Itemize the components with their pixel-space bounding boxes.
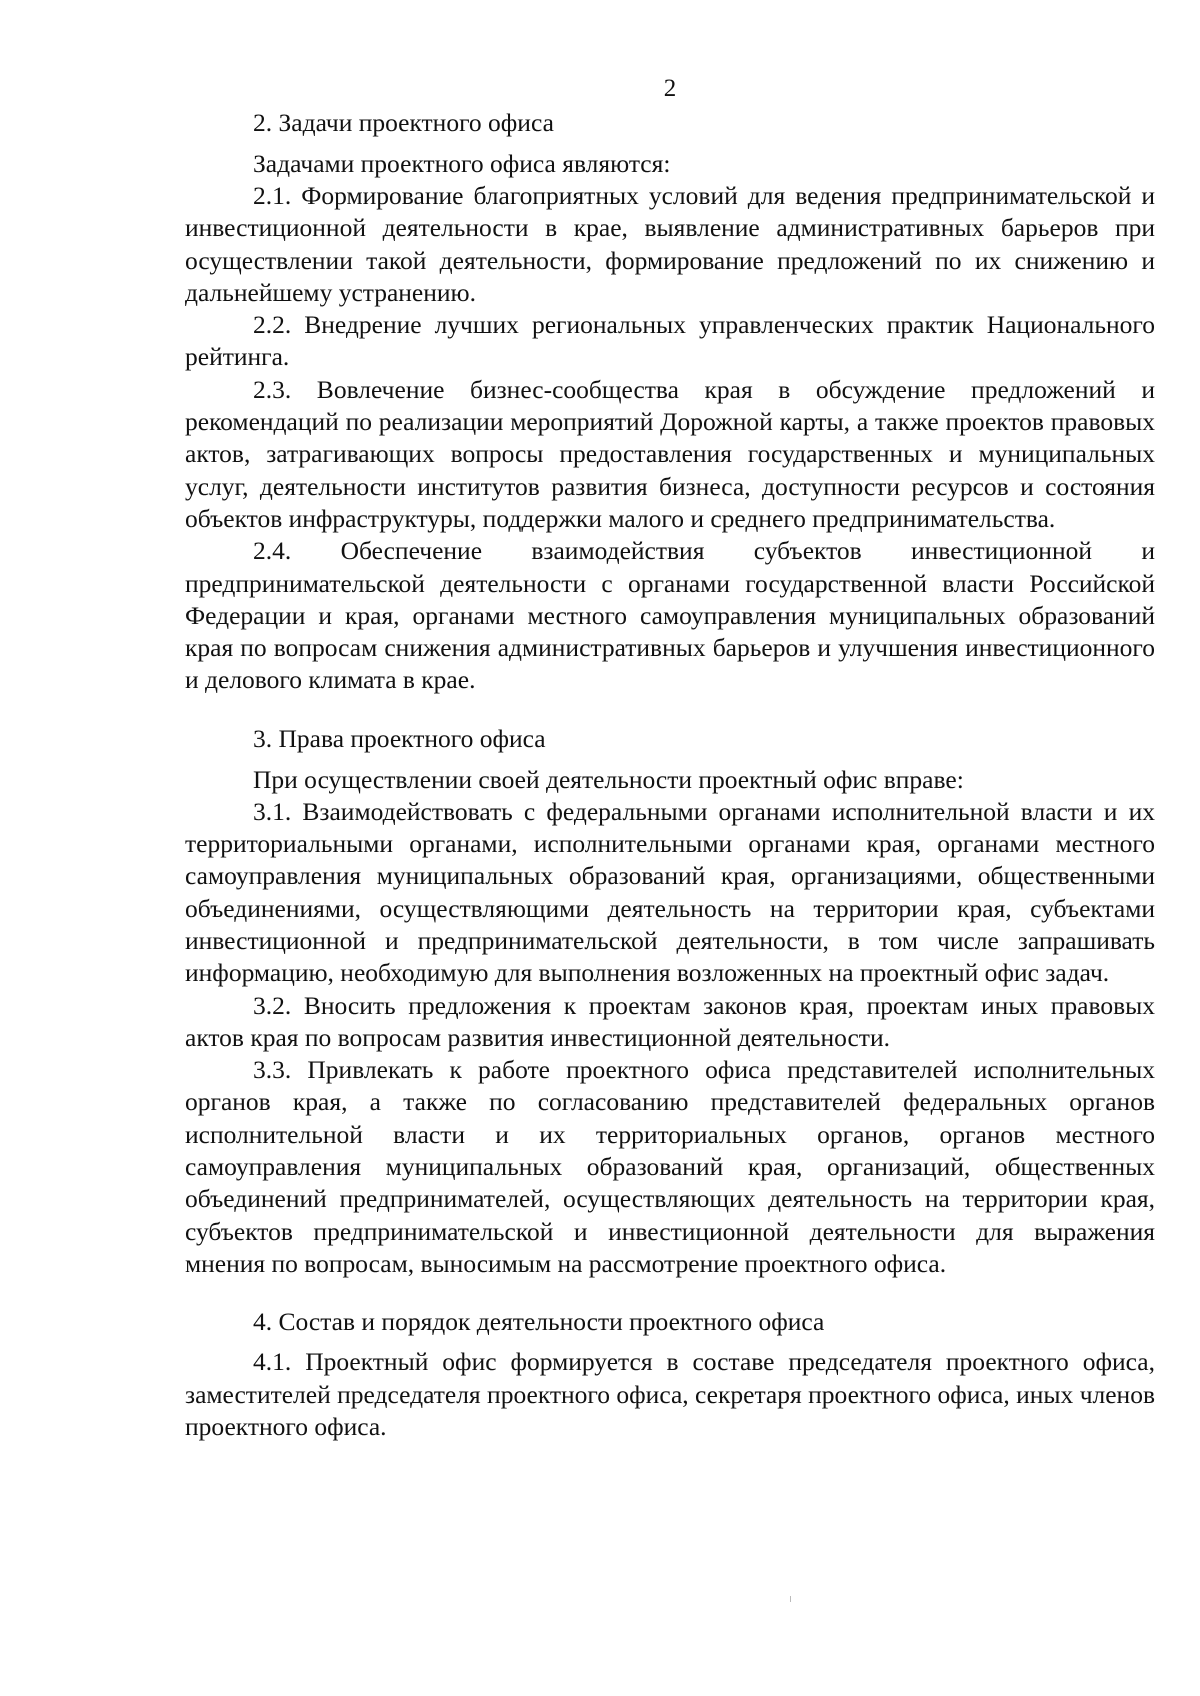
paragraph-3-3: 3.3. Привлекать к работе проектного офиса представителей исполнительных органов края, а также по согласованию представителей федеральных органов исполнительной власти и их территориальных органов, органов местного самоуправления муниципальных образований края, организаций, общественных объединений предпринимателей, осуществляющих деятельность на территории края, субъектов предпринимательской и инвестиционной деятельности для выражения мнения по вопросам, выносимым на рассмотрение проектного офиса. [185, 1055, 1155, 1278]
paragraph-4-1: 4.1. Проектный офис формируется в составе председателя проектного офиса, заместителей председателя проектного офиса, секретаря проектного офиса, иных членов проектного офиса. [185, 1347, 1155, 1441]
document-page [185, 72, 1155, 1443]
section-3-intro: При осуществлении своей деятельности проектный офис вправе: [253, 764, 964, 794]
section-3 [185, 722, 1155, 1280]
paragraph-2-1: 2.1. Формирование благоприятных условий для ведения предпринимательской и инвестиционной деятельности в крае, выявление административных барьеров при осуществлении такой деятельности, формирование предложений по их снижению и дальнейшему устранению. [185, 181, 1155, 307]
paragraph-2-3: 2.3. Вовлечение бизнес-сообщества края в обсуждение предложений и рекомендаций по реализации мероприятий Дорожной карты, а также проектов правовых актов, затрагивающих вопросы предоставления государственных и муниципальных услуг, деятельности институтов развития бизнеса, доступности ресурсов и состояния объектов инфраструктуры, поддержки малого и среднего предпринимательства. [185, 374, 1155, 533]
section-3-heading: 3. Права проектного офиса [253, 723, 546, 753]
paragraph-3-1: 3.1. Взаимодействовать с федеральными органами исполнительной власти и их территориальными органами, исполнительными органами края, органами местного самоуправления муниципальных образований края, организациями, общественными объединениями, осуществляющими деятельность на территории края, субъектами инвестиционной и предпринимательской деятельности, в том числе запрашивать информацию, необходимую для выполнения возложенных на проектный офис задач. [185, 796, 1155, 988]
paragraph-2-2: 2.2. Внедрение лучших региональных управленческих практик Национального рейтинга. [185, 310, 1155, 372]
page-number: 2 [663, 75, 677, 102]
paragraph-2-4: 2.4. Обеспечение взаимодействия субъектов инвестиционной и предпринимательской деятельности с органами государственной власти Российской Федерации и края, органами местного самоуправления муниципальных образований края по вопросам снижения административных барьеров и улучшения инвестиционного и делового климата в крае. [185, 536, 1155, 695]
section-2 [185, 106, 1155, 697]
section-2-heading: 2. Задачи проектного офиса [253, 108, 554, 137]
section-4 [185, 1305, 1155, 1443]
scan-artifact-mark [790, 1596, 791, 1602]
section-4-heading: 4. Состав и порядок деятельности проектного офиса [253, 1307, 825, 1337]
paragraph-3-2: 3.2. Вносить предложения к проектам законов края, проектам иных правовых актов края по вопросам развития инвестиционной деятельности. [185, 990, 1155, 1052]
section-2-intro: Задачами проектного офиса являются: [253, 149, 671, 178]
